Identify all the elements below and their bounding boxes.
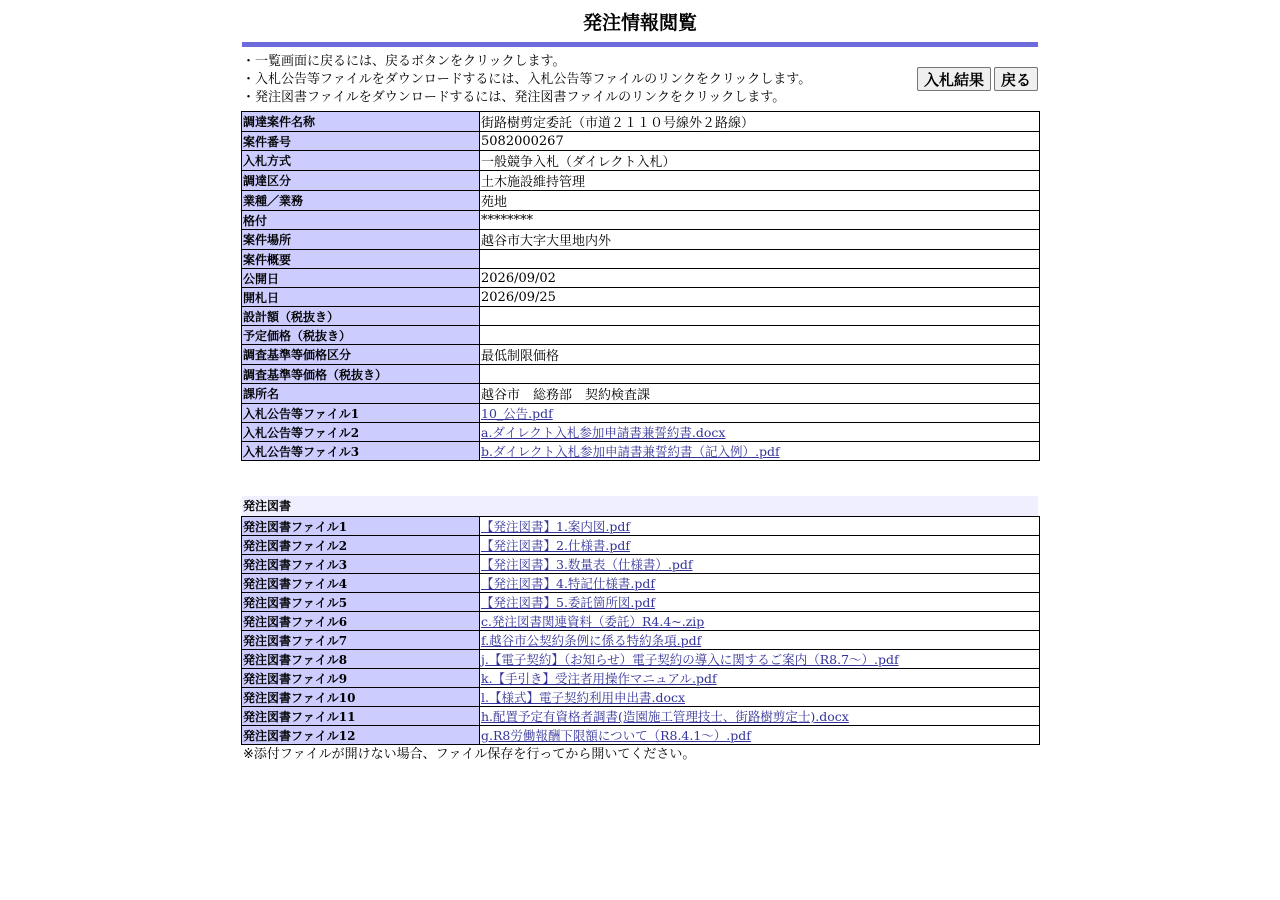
table-row	[242, 250, 1040, 269]
field-value	[480, 442, 1040, 461]
field-label: 案件番号	[242, 132, 480, 151]
field-label: 設計額（税抜き）	[242, 307, 480, 326]
table-row	[242, 365, 1040, 384]
field-value: 苑地	[480, 191, 1040, 211]
table-row	[242, 726, 1040, 745]
field-value	[480, 517, 1040, 536]
project-info-table	[241, 111, 1040, 461]
instructions-area	[242, 47, 1038, 111]
field-value: 2026/09/02	[480, 269, 1040, 288]
field-label: 入札公告等ファイル1	[242, 404, 480, 423]
field-value: 越谷市 総務部 契約検査課	[480, 384, 1040, 404]
order-documents-table	[241, 516, 1040, 745]
file-download-link[interactable]: 10_公告.pdf	[481, 406, 553, 421]
field-label: 発注図書ファイル5	[242, 593, 480, 612]
field-label: 課所名	[242, 384, 480, 404]
field-value	[480, 612, 1040, 631]
table-row	[242, 171, 1040, 191]
table-row	[242, 326, 1040, 345]
table-row	[242, 345, 1040, 365]
table-row	[242, 555, 1040, 574]
field-label: 発注図書ファイル7	[242, 631, 480, 650]
table-row	[242, 151, 1040, 171]
field-label: 案件概要	[242, 250, 480, 269]
table-row	[242, 612, 1040, 631]
page-title: 発注情報閲覧	[582, 12, 697, 34]
table-row	[242, 404, 1040, 423]
footer-note: ※添付ファイルが開けない場合、ファイル保存を行ってから開いてください。	[243, 747, 696, 762]
field-value	[480, 688, 1040, 707]
field-label: 発注図書ファイル8	[242, 650, 480, 669]
table-row	[242, 132, 1040, 151]
field-value: 越谷市大字大里地内外	[480, 230, 1040, 250]
table-row	[242, 688, 1040, 707]
field-label: 発注図書ファイル4	[242, 574, 480, 593]
table-row	[242, 288, 1040, 307]
file-download-link[interactable]: f.越谷市公契約条例に係る特約条項.pdf	[481, 633, 702, 648]
field-value	[480, 365, 1040, 384]
field-label: 発注図書ファイル2	[242, 536, 480, 555]
field-value: 土木施設維持管理	[480, 171, 1040, 191]
table-row	[242, 536, 1040, 555]
file-download-link[interactable]: b.ダイレクト入札参加申請書兼誓約書（記入例）.pdf	[481, 444, 780, 459]
table-row	[242, 631, 1040, 650]
file-download-link[interactable]: 【発注図書】4.特記仕様書.pdf	[481, 576, 656, 591]
field-label: 業種／業務	[242, 191, 480, 211]
file-download-link[interactable]: 【発注図書】5.委託箇所図.pdf	[481, 595, 656, 610]
table-row	[242, 423, 1040, 442]
field-label: 発注図書ファイル3	[242, 555, 480, 574]
table-row	[242, 707, 1040, 726]
field-label: 公開日	[242, 269, 480, 288]
table-row	[242, 442, 1040, 461]
field-label: 予定価格（税抜き）	[242, 326, 480, 345]
field-value: 一般競争入札（ダイレクト入札）	[480, 151, 1040, 171]
file-download-link[interactable]: 【発注図書】1.案内図.pdf	[481, 519, 631, 534]
field-value: 最低制限価格	[480, 345, 1040, 365]
field-value	[480, 536, 1040, 555]
table-row	[242, 307, 1040, 326]
order-documents-heading: 発注図書	[242, 496, 1038, 516]
field-value: 5082000267	[480, 132, 1040, 151]
field-label: 入札公告等ファイル3	[242, 442, 480, 461]
field-value	[480, 326, 1040, 345]
field-label: 調達案件名称	[242, 112, 480, 132]
table-row	[242, 269, 1040, 288]
field-value	[480, 250, 1040, 269]
table-row	[242, 669, 1040, 688]
field-value	[480, 707, 1040, 726]
field-value	[480, 574, 1040, 593]
field-label: 発注図書ファイル11	[242, 707, 480, 726]
table-row	[242, 191, 1040, 211]
file-download-link[interactable]: 【発注図書】2.仕様書.pdf	[481, 538, 631, 553]
action-buttons	[917, 67, 1038, 91]
field-label: 発注図書ファイル6	[242, 612, 480, 631]
field-label: 調査基準等価格区分	[242, 345, 480, 365]
table-row	[242, 230, 1040, 250]
file-download-link[interactable]: 【発注図書】3.数量表（仕様書）.pdf	[481, 557, 693, 572]
field-label: 発注図書ファイル12	[242, 726, 480, 745]
file-download-link[interactable]: a.ダイレクト入札参加申請書兼誓約書.docx	[481, 425, 726, 440]
back-button[interactable]: 戻る	[994, 67, 1038, 91]
file-download-link[interactable]: j.【電子契約】（お知らせ）電子契約の導入に関するご案内（R8.7～）.pdf	[481, 652, 899, 667]
table-row	[242, 574, 1040, 593]
field-label: 調査基準等価格（税抜き）	[242, 365, 480, 384]
file-download-link[interactable]: h.配置予定有資格者調書(造園施工管理技士、街路樹剪定士).docx	[481, 709, 849, 724]
field-value: 街路樹剪定委託（市道２１１０号線外２路線）	[480, 112, 1040, 132]
field-label: 格付	[242, 211, 480, 230]
field-value	[480, 650, 1040, 669]
field-value	[480, 423, 1040, 442]
field-label: 入札方式	[242, 151, 480, 171]
table-row	[242, 384, 1040, 404]
file-download-link[interactable]: l.【様式】電子契約利用申出書.docx	[481, 690, 686, 705]
table-row	[242, 211, 1040, 230]
field-value	[480, 307, 1040, 326]
field-value	[480, 593, 1040, 612]
field-label: 入札公告等ファイル2	[242, 423, 480, 442]
field-label: 発注図書ファイル1	[242, 517, 480, 536]
field-value: ********	[480, 211, 1040, 230]
instruction-item: ・一覧画面に戻るには、戻るボタンをクリックします。	[242, 54, 566, 69]
instruction-item: ・入札公告等ファイルをダウンロードするには、入札公告等ファイルのリンクをクリックします。	[242, 72, 812, 87]
table-row	[242, 112, 1040, 132]
field-label: 案件場所	[242, 230, 480, 250]
table-row	[242, 593, 1040, 612]
field-label: 発注図書ファイル10	[242, 688, 480, 707]
table-row	[242, 517, 1040, 536]
instruction-item: ・発注図書ファイルをダウンロードするには、発注図書ファイルのリンクをクリックします。	[242, 90, 786, 105]
field-label: 開札日	[242, 288, 480, 307]
field-value	[480, 555, 1040, 574]
bid-result-button[interactable]: 入札結果	[917, 67, 991, 91]
field-value	[480, 631, 1040, 650]
field-value	[480, 669, 1040, 688]
field-label: 調達区分	[242, 171, 480, 191]
page-container	[242, 0, 1038, 765]
field-value	[480, 404, 1040, 423]
field-label: 発注図書ファイル9	[242, 669, 480, 688]
table-row	[242, 650, 1040, 669]
file-download-link[interactable]: c.発注図書関連資料（委託）R4.4~.zip	[481, 614, 705, 629]
file-download-link[interactable]: g.R8労働報酬下限額について（R8.4.1～）.pdf	[481, 728, 751, 743]
field-value: 2026/09/25	[480, 288, 1040, 307]
file-download-link[interactable]: k.【手引き】受注者用操作マニュアル.pdf	[481, 671, 717, 686]
field-value	[480, 726, 1040, 745]
